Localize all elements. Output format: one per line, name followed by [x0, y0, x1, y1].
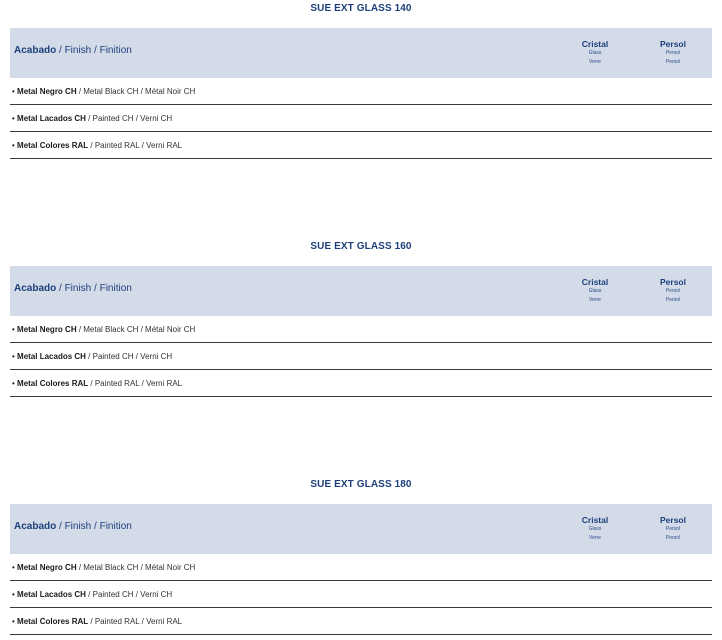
finish-label-rest: / Finish / Finition [56, 283, 132, 294]
finish-label-rest: / Finish / Finition [56, 521, 132, 532]
table-row [10, 554, 712, 581]
row-label: • Metal Lacados CH / Painted CH / Verni CH [12, 114, 173, 123]
column-title: Cristal [581, 515, 609, 525]
table-row [10, 78, 712, 105]
column-subtitle: Persol [665, 50, 681, 56]
row-label: • Metal Negro CH / Metal Black CH / Métal Noir CH [12, 87, 196, 96]
finish-name: Metal Lacados CH [17, 352, 86, 361]
column-subtitle: Persol [665, 59, 681, 65]
section-title: SUE EXT GLASS 160 [310, 241, 412, 252]
finish-header-label [14, 45, 132, 56]
row-label: • Metal Negro CH / Metal Black CH / Métal Noir CH [12, 563, 196, 572]
finish-translation: / Painted RAL / Verni RAL [88, 379, 183, 388]
table-body [10, 316, 712, 397]
table-row [10, 132, 712, 159]
column-subtitle: Glass [588, 526, 602, 532]
finish-label-rest: / Finish / Finition [56, 45, 132, 56]
finish-translation: / Painted RAL / Verni RAL [88, 617, 183, 626]
column-subtitle: Glass [588, 50, 602, 56]
row-label: • Metal Negro CH / Metal Black CH / Métal Noir CH [12, 325, 196, 334]
column-title: Persol [660, 515, 686, 525]
table-row [10, 105, 712, 132]
column-title: Persol [660, 39, 686, 49]
finish-name: Metal Negro CH [17, 325, 77, 334]
column-persol [648, 515, 698, 543]
finish-translation: / Metal Black CH / Métal Noir CH [76, 325, 196, 334]
finish-name: Metal Negro CH [17, 87, 77, 96]
finish-name: Metal Negro CH [17, 563, 77, 572]
finish-name: Metal Colores RAL [17, 617, 89, 626]
column-subtitle: Verre [589, 535, 601, 541]
table-header [10, 266, 712, 316]
column-subtitle: Persol [665, 297, 681, 303]
finish-name: Metal Lacados CH [17, 590, 86, 599]
row-label: • Metal Colores RAL / Painted RAL / Verni RAL [12, 379, 183, 388]
finish-name: Metal Lacados CH [17, 114, 86, 123]
section-title: SUE EXT GLASS 140 [310, 3, 412, 14]
column-title: Cristal [581, 39, 609, 49]
column-cristal [570, 515, 620, 543]
table-row [10, 581, 712, 608]
column-cristal [570, 39, 620, 67]
table-body [10, 78, 712, 159]
finish-label-main: Acabado [14, 521, 57, 532]
table-row [10, 370, 712, 397]
table-header [10, 504, 712, 554]
row-label: • Metal Colores RAL / Painted RAL / Verni RAL [12, 141, 183, 150]
finish-label-main: Acabado [14, 283, 57, 294]
table-row [10, 608, 712, 635]
column-persol [648, 39, 698, 67]
section-title: SUE EXT GLASS 180 [310, 479, 412, 490]
column-subtitle: Glass [588, 288, 602, 294]
table-header [10, 28, 712, 78]
column-subtitle: Persol [665, 288, 681, 294]
column-subtitle: Verre [589, 59, 601, 65]
finish-translation: / Painted CH / Verni CH [85, 590, 173, 599]
row-label: • Metal Lacados CH / Painted CH / Verni CH [12, 352, 173, 361]
finish-header-label [14, 283, 132, 294]
finish-label-main: Acabado [14, 45, 57, 56]
column-title: Persol [660, 277, 686, 287]
finish-translation: / Painted CH / Verni CH [85, 352, 173, 361]
finish-header-label [14, 521, 132, 532]
table-body [10, 554, 712, 635]
finish-translation: / Painted CH / Verni CH [85, 114, 173, 123]
table-row [10, 316, 712, 343]
finish-name: Metal Colores RAL [17, 141, 89, 150]
column-subtitle: Persol [665, 535, 681, 541]
column-persol [648, 277, 698, 305]
finish-translation: / Painted RAL / Verni RAL [88, 141, 183, 150]
row-label: • Metal Lacados CH / Painted CH / Verni CH [12, 590, 173, 599]
column-title: Cristal [581, 277, 609, 287]
table-row [10, 343, 712, 370]
column-subtitle: Verre [589, 297, 601, 303]
column-cristal [570, 277, 620, 305]
column-subtitle: Persol [665, 526, 681, 532]
finish-translation: / Metal Black CH / Métal Noir CH [76, 563, 196, 572]
finish-name: Metal Colores RAL [17, 379, 89, 388]
finish-translation: / Metal Black CH / Métal Noir CH [76, 87, 196, 96]
row-label: • Metal Colores RAL / Painted RAL / Verni RAL [12, 617, 183, 626]
